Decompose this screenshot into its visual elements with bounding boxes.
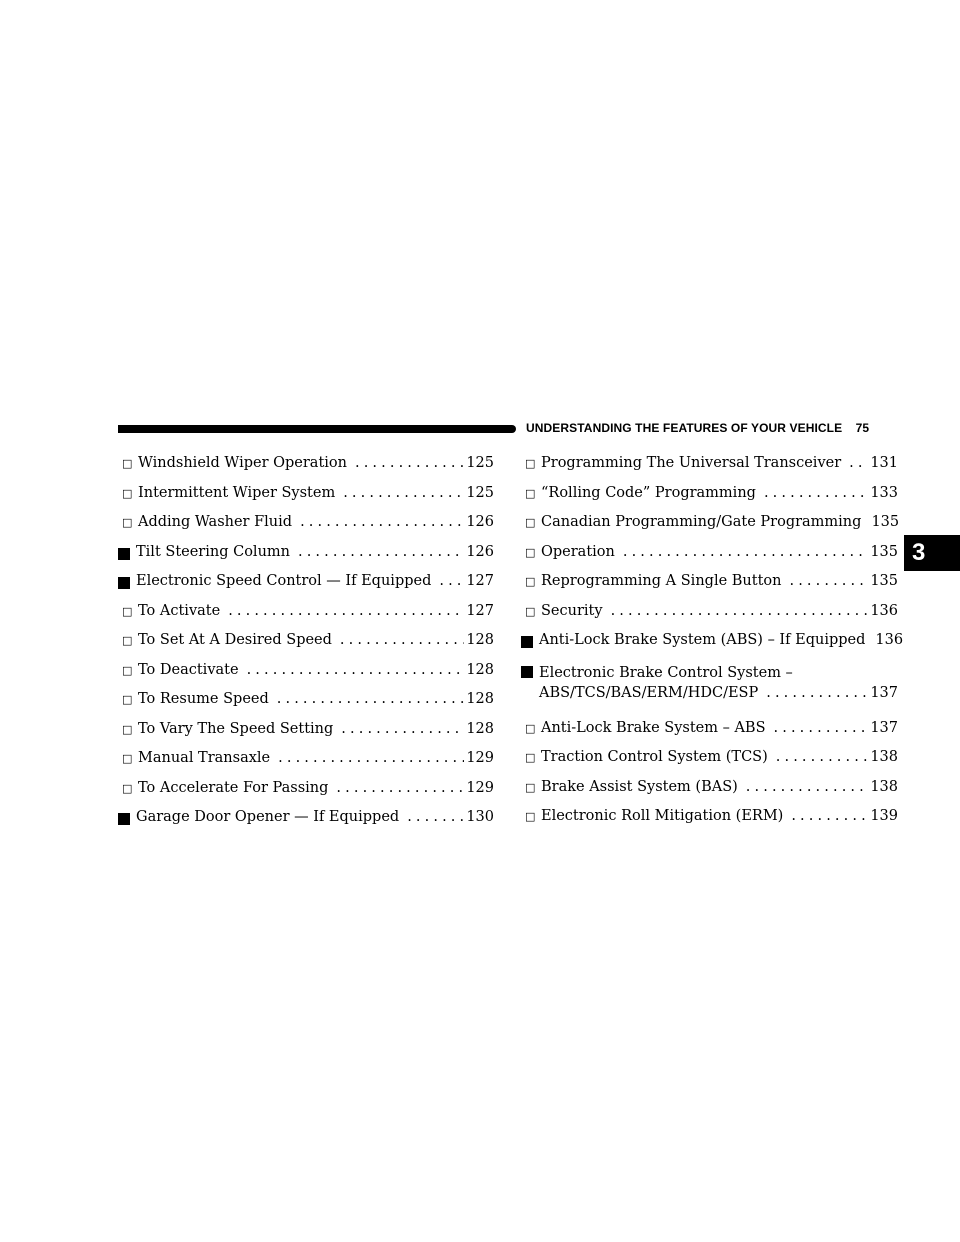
toc-entry[interactable]: Electronic Speed Control — If Equipped . . . 127 xyxy=(118,567,494,597)
square-bullet-icon: □ xyxy=(122,663,133,677)
toc-entry[interactable]: □ To Accelerate For Passing . . . 129 xyxy=(118,774,494,804)
filled-square-bullet-icon xyxy=(521,636,533,648)
section-title: UNDERSTANDING THE FEATURES OF YOUR VEHICLE xyxy=(526,421,843,435)
toc-entry[interactable]: □ Canadian Programming/Gate Programming 135 xyxy=(521,508,898,538)
square-bullet-icon: □ xyxy=(525,721,536,735)
toc-entry[interactable]: □ Brake Assist System (BAS) . . . 138 xyxy=(521,773,898,803)
toc-entry[interactable]: □ Security . . . 136 xyxy=(521,597,898,627)
square-bullet-icon: □ xyxy=(525,486,536,500)
toc-entry[interactable]: □ “Rolling Code” Programming . . . 133 xyxy=(521,479,898,509)
toc-entry[interactable]: □ To Deactivate . . . 128 xyxy=(118,656,494,686)
toc-entry[interactable]: □ Traction Control System (TCS) . . . 138 xyxy=(521,743,898,773)
chapter-tab: 3 xyxy=(904,535,960,571)
square-bullet-icon: □ xyxy=(122,486,133,500)
toc-entry[interactable]: Garage Door Opener — If Equipped . . . 130 xyxy=(118,803,494,833)
toc-entry[interactable]: □ To Activate . . . 127 xyxy=(118,597,494,627)
square-bullet-icon: □ xyxy=(122,457,133,470)
toc-right-column xyxy=(521,449,904,832)
toc-entry[interactable]: □ To Set At A Desired Speed . . . 128 xyxy=(118,626,494,656)
square-bullet-icon: □ xyxy=(122,781,133,795)
toc-entry[interactable]: □ Manual Transaxle . . . 129 xyxy=(118,744,494,774)
square-bullet-icon: □ xyxy=(122,604,133,618)
toc-entry[interactable]: □ Operation . . . 135 xyxy=(521,538,898,568)
square-bullet-icon: □ xyxy=(122,634,133,647)
square-bullet-icon: □ xyxy=(525,575,536,588)
toc-entry[interactable]: □ Electronic Roll Mitigation (ERM) . . . 139 xyxy=(521,802,898,832)
square-bullet-icon: □ xyxy=(525,780,536,794)
square-bullet-icon: □ xyxy=(122,516,133,529)
square-bullet-icon: □ xyxy=(122,722,133,736)
toc-entry[interactable]: □ To Vary The Speed Setting . . . 128 xyxy=(118,715,494,745)
square-bullet-icon: □ xyxy=(525,545,536,559)
page-number: 75 xyxy=(855,421,870,435)
square-bullet-icon: □ xyxy=(122,693,133,706)
toc-entry[interactable]: □ Programming The Universal Transceiver . . . 131 xyxy=(521,449,898,479)
square-bullet-icon: □ xyxy=(122,752,133,765)
filled-square-bullet-icon xyxy=(118,813,130,825)
filled-square-bullet-icon xyxy=(521,666,533,678)
square-bullet-icon: □ xyxy=(525,810,536,823)
square-bullet-icon: □ xyxy=(525,457,536,470)
toc-entry[interactable]: □ Adding Washer Fluid . . . 126 xyxy=(118,508,494,538)
toc-entry[interactable]: Anti-Lock Brake System (ABS) – If Equipped 136 xyxy=(521,626,898,656)
filled-square-bullet-icon xyxy=(118,548,130,560)
toc-entry[interactable]: □ Reprogramming A Single Button . . . 135 xyxy=(521,567,898,597)
square-bullet-icon: □ xyxy=(525,751,536,764)
toc-entry[interactable]: □ Windshield Wiper Operation . . . 125 xyxy=(118,449,494,479)
toc-entry[interactable]: □ To Resume Speed . . . 128 xyxy=(118,685,494,715)
toc-entry[interactable]: Electronic Brake Control System – ABS/TCS/BAS/ERM/HDC/ESP . . . 137 xyxy=(521,656,898,709)
square-bullet-icon: □ xyxy=(525,516,536,529)
toc-entry[interactable]: □ Intermittent Wiper System . . . 125 xyxy=(118,479,494,509)
toc-left-column xyxy=(118,449,494,833)
square-bullet-icon: □ xyxy=(525,604,536,618)
filled-square-bullet-icon xyxy=(118,577,130,589)
header-rule xyxy=(118,425,516,433)
running-header xyxy=(526,421,869,435)
toc-entry[interactable]: Tilt Steering Column . . . 126 xyxy=(118,538,494,568)
toc-entry[interactable]: □ Anti-Lock Brake System – ABS . . . 137 xyxy=(521,714,898,744)
